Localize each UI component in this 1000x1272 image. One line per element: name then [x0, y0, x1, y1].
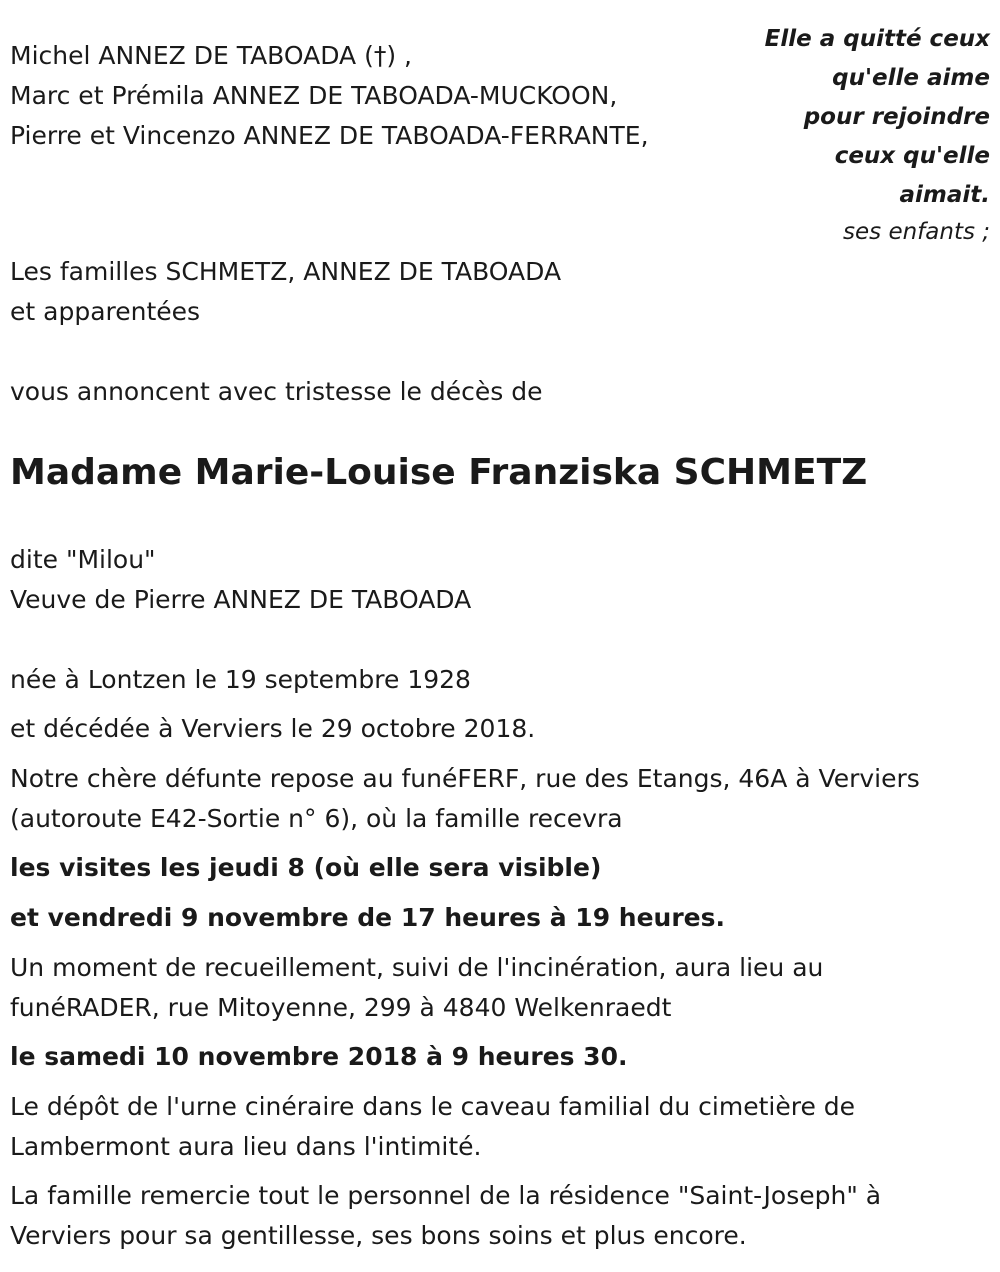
extended-families: [10, 252, 561, 332]
resting-place: Notre chère défunte repose au funéFERF, rue des Etangs, 46A à Verviers (autoroute E42-Sortie n° 6), où la famille recevra: [10, 764, 920, 833]
visits-line-1: les visites les jeudi 8 (où elle sera visible): [10, 853, 602, 882]
nickname: dite "Milou": [10, 545, 156, 574]
family-line: Pierre et Vincenzo ANNEZ DE TABOADA-FERRANTE,: [10, 121, 649, 150]
announcement-text: vous annoncent avec tristesse le décès de: [10, 377, 543, 406]
epitaph-line: ceux qu'elle: [834, 143, 990, 169]
visits-line-2: et vendredi 9 novembre de 17 heures à 19 heures.: [10, 903, 726, 932]
family-members: [10, 36, 649, 156]
widow-of: Veuve de Pierre ANNEZ DE TABOADA: [10, 585, 472, 614]
thanks-note: La famille remercie tout le personnel de la résidence "Saint-Joseph" à Verviers pour sa gentillesse, ses bons soins et plus encore.: [10, 1181, 882, 1250]
family-line: Michel ANNEZ DE TABOADA (†) ,: [10, 41, 412, 70]
ceremony-date: le samedi 10 novembre 2018 à 9 heures 30.: [10, 1042, 628, 1071]
urn-deposit: Le dépôt de l'urne cinéraire dans le caveau familial du cimetière de Lambermont aura lieu dans l'intimité.: [10, 1092, 856, 1161]
family-line: Marc et Prémila ANNEZ DE TABOADA-MUCKOON,: [10, 81, 618, 110]
birth-date: née à Lontzen le 19 septembre 1928: [10, 665, 471, 694]
epitaph-quote: [730, 20, 990, 215]
deceased-details: [10, 540, 471, 620]
death-date: et décédée à Verviers le 29 octobre 2018.: [10, 714, 536, 743]
ceremony-info: Un moment de recueillement, suivi de l'incinération, aura lieu au funéRADER, rue Mitoyenne, 299 à 4840 Welkenraedt: [10, 953, 824, 1022]
deceased-name: Madame Marie-Louise Franziska SCHMETZ: [10, 452, 868, 493]
epitaph-line: aimait.: [899, 182, 990, 208]
epitaph-line: pour rejoindre: [803, 104, 990, 130]
epitaph-author: ses enfants ;: [843, 219, 990, 245]
epitaph-line: qu'elle aime: [832, 65, 990, 91]
families-line: et apparentées: [10, 297, 201, 326]
families-line: Les familles SCHMETZ, ANNEZ DE TABOADA: [10, 257, 562, 286]
epitaph-line: Elle a quitté ceux: [764, 26, 990, 52]
